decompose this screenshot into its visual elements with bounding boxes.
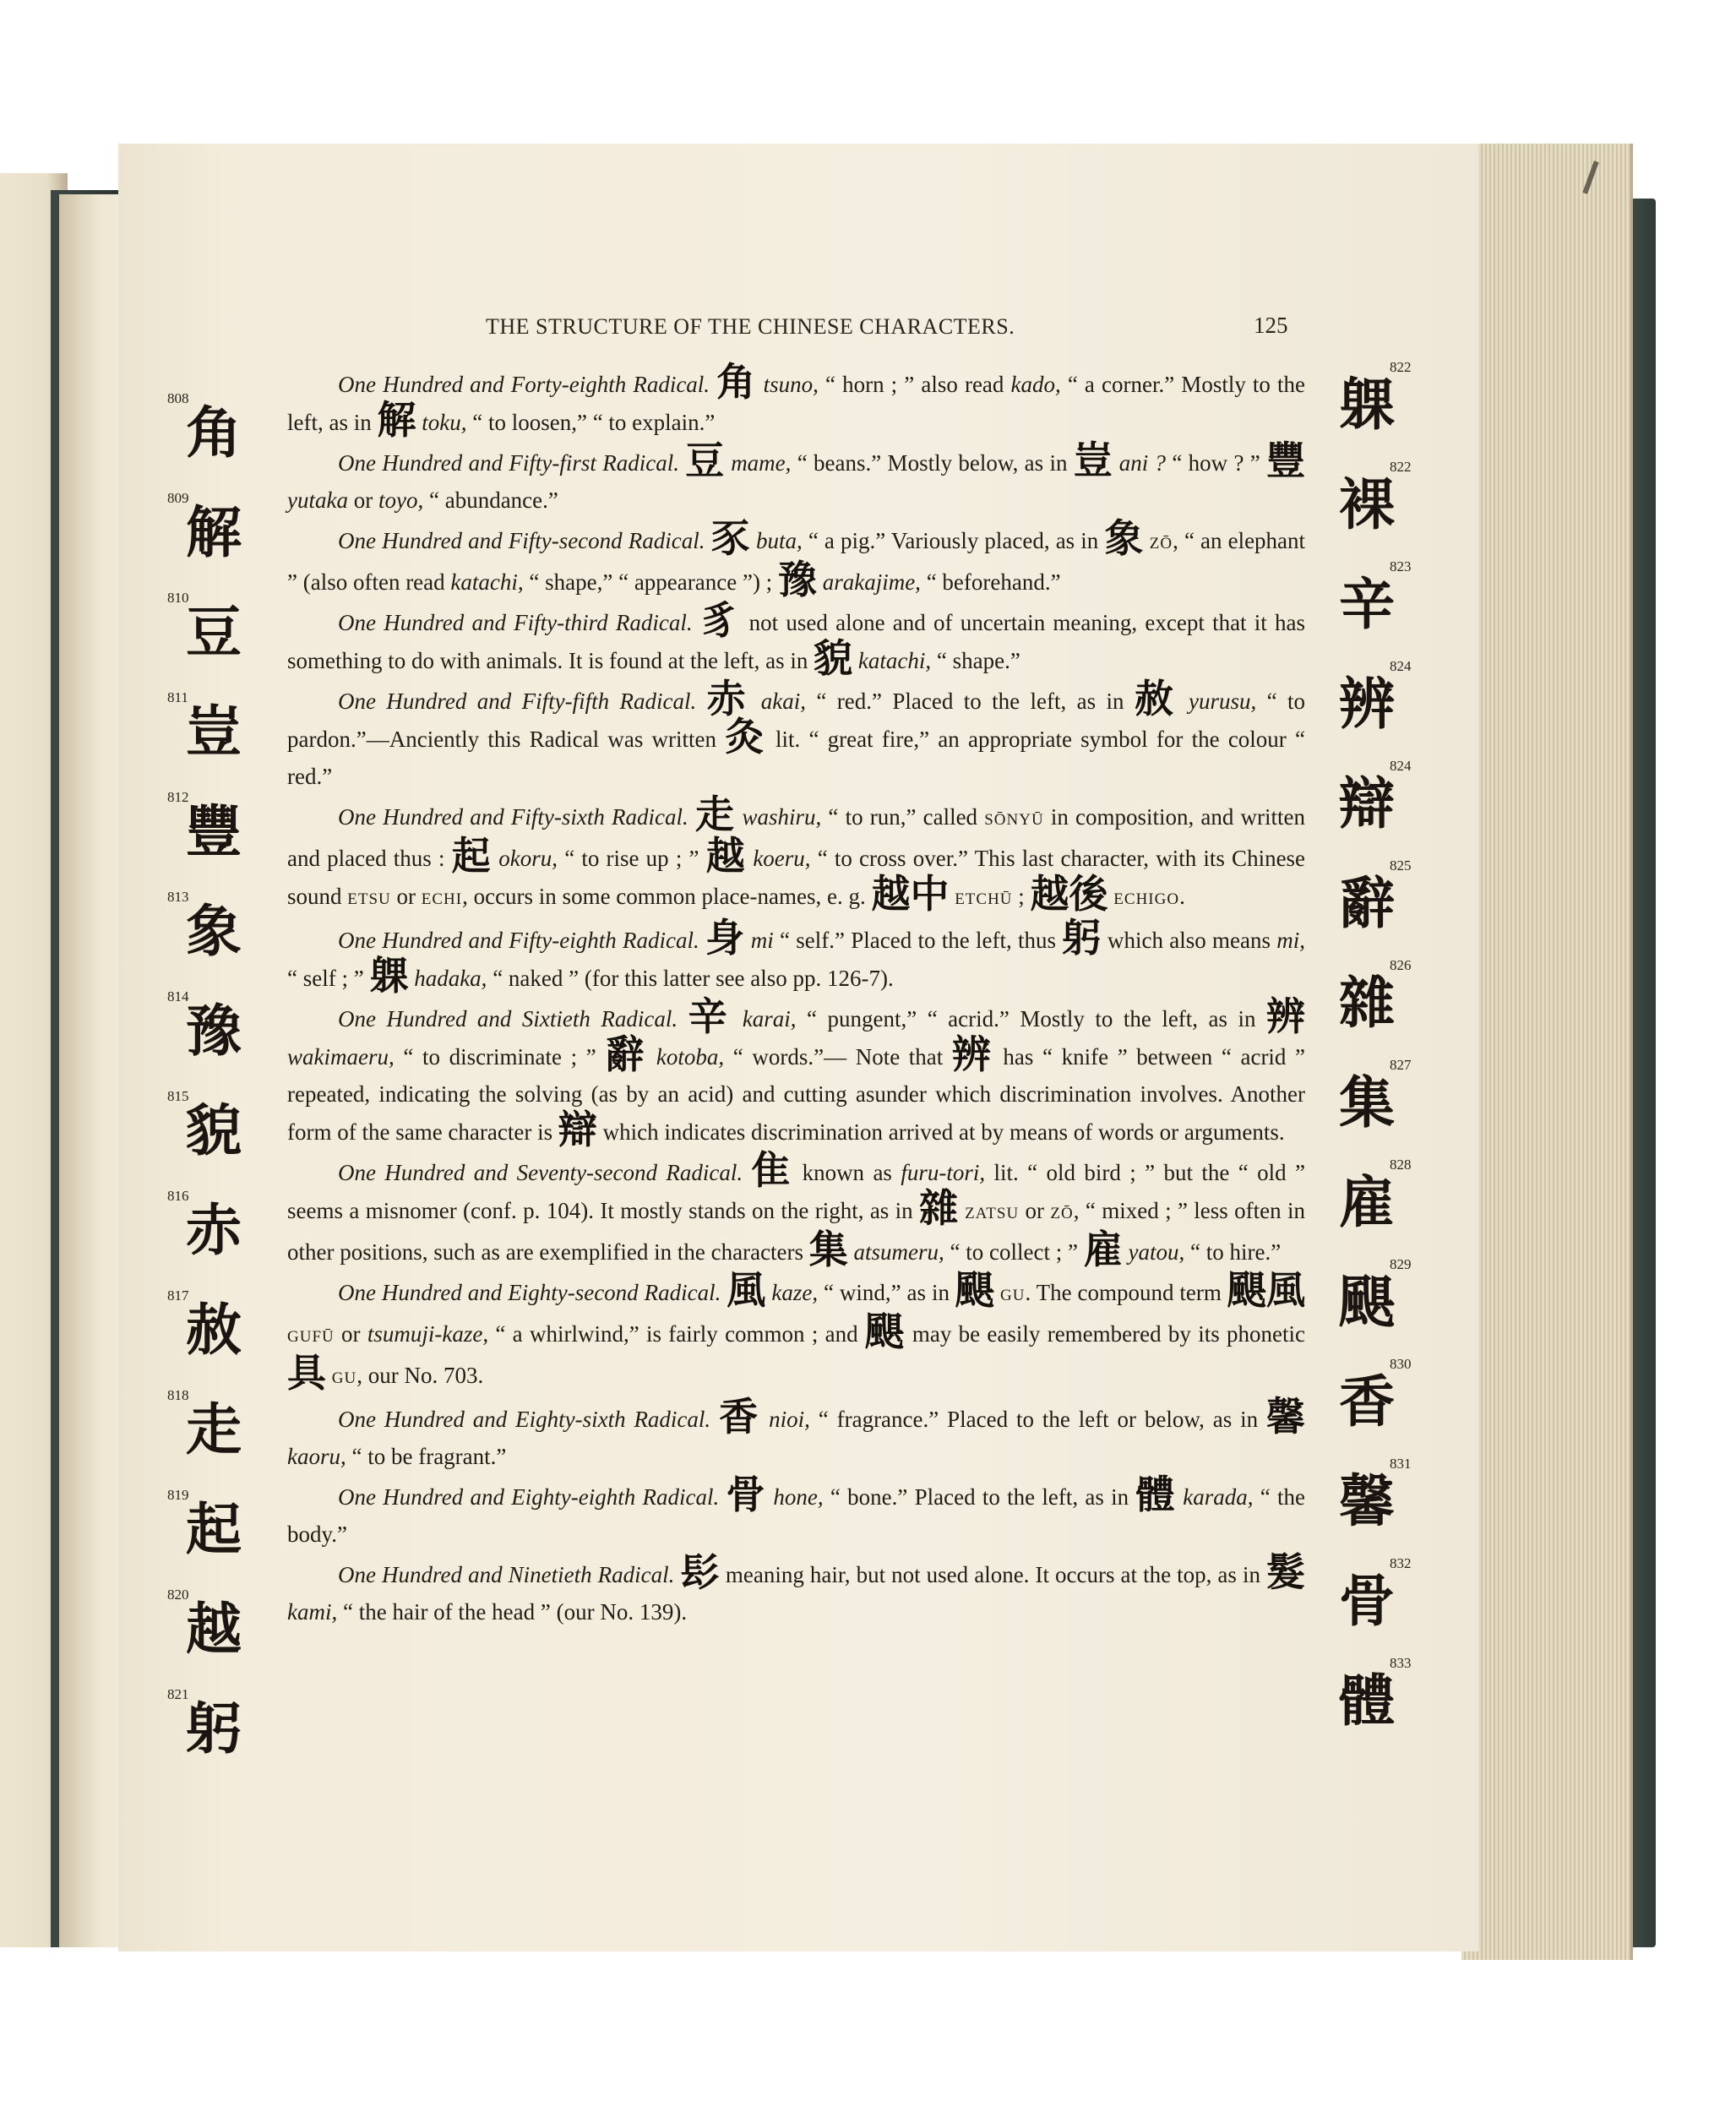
text-run: known as <box>802 1160 901 1185</box>
margin-character: 體 <box>1339 1668 1395 1734</box>
radical-heading: One Hundred and Eighty-second Radical. <box>338 1280 721 1305</box>
reading: kaoru, <box>287 1444 346 1469</box>
reading: katachi, <box>450 569 524 595</box>
text-run: not used alone and of uncertain meaning, except that it has something to do with animals. It is found at the left, as in <box>287 610 1306 673</box>
text-run: , “ mixed ; ” less often in other positions, such as are exemplified in the characters <box>287 1198 1306 1265</box>
text-run: “ bone.” Placed to the left, as in <box>823 1484 1136 1510</box>
margin-character: 起 <box>186 1497 242 1562</box>
reading: karai, <box>742 1006 797 1032</box>
inline-character: 貌 <box>814 635 853 681</box>
inline-character: 豸 <box>699 597 742 643</box>
reading: mame, <box>731 450 792 476</box>
inline-character: 灸 <box>725 714 767 759</box>
margin-character: 角 <box>186 400 242 465</box>
text-run: “ abundance.” <box>423 487 558 513</box>
page-edges <box>1461 144 1633 1960</box>
text-run: “ a pig.” Variously placed, as in <box>802 528 1105 553</box>
reading: yutaka <box>287 487 348 513</box>
margin-character: 颶 <box>1339 1270 1395 1335</box>
inline-character: 具 <box>287 1350 326 1396</box>
reading: kami, <box>287 1599 338 1625</box>
text-run: has “ knife ” between “ acrid ” repeated, indicating the solving (as by an acid) and cutting asunder which discrimination involves. Another form of the same character is <box>287 1044 1306 1145</box>
text-run: . <box>1179 884 1185 909</box>
text-run: in composition, and written and placed thus : <box>287 804 1305 871</box>
text-run: lit. “ old bird ; ” but the “ old ” seems a misnomer (conf. p. 104). It mostly stands on the right, as in <box>287 1160 1305 1223</box>
text-run: “ to run,” called <box>821 804 985 830</box>
paragraph-radical-156 <box>287 792 1306 918</box>
radical-heading: One Hundred and Fifty-sixth Radical. <box>338 804 688 830</box>
entry-number: 812 <box>167 789 189 805</box>
text-run: “ to discriminate ; ” <box>394 1044 606 1070</box>
text-run: , our No. 703. <box>356 1363 484 1388</box>
inline-character: 辨 <box>951 1032 994 1077</box>
inline-character: 香 <box>719 1394 761 1440</box>
text-run: “ to pardon.”—Anciently this Radical was written <box>287 689 1306 752</box>
inline-character: 集 <box>808 1227 848 1272</box>
reading: buta, <box>756 528 803 553</box>
reading: toku, <box>422 410 467 435</box>
text-run: “ words.”— Note that <box>724 1044 952 1070</box>
text-run: “ the hair of the head ” (our No. 139). <box>337 1599 688 1625</box>
text-run: “ a whirlwind,” is fairly common ; and <box>488 1321 865 1347</box>
text-run: or <box>334 1321 367 1347</box>
radical-heading: One Hundred and Fifty-first Radical. <box>338 450 679 476</box>
text-run: “ pungent,” “ acrid.” Mostly to the left, as in <box>796 1006 1266 1032</box>
paragraph-radical-148 <box>287 359 1306 443</box>
entry-number: 819 <box>167 1487 189 1503</box>
margin-character: 走 <box>186 1397 242 1462</box>
text-run: “ to rise up ; ” <box>558 846 706 871</box>
inline-character: 身 <box>705 915 745 961</box>
paragraph-radical-186 <box>287 1394 1306 1475</box>
inline-character: 豕 <box>710 515 750 561</box>
margin-character: 香 <box>1339 1369 1395 1434</box>
paragraph-radical-190 <box>287 1549 1306 1630</box>
entry-number: 813 <box>167 889 189 905</box>
entry-number: 816 <box>167 1188 189 1204</box>
reading: kaze, <box>771 1280 819 1305</box>
inline-character: 解 <box>377 397 416 443</box>
inline-character: 辯 <box>558 1107 597 1152</box>
radical-heading: One Hundred and Sixtieth Radical. <box>338 1006 678 1032</box>
sound-reading: GU <box>331 1369 357 1387</box>
sound-reading: ZŌ <box>1050 1205 1074 1222</box>
page-number: 125 <box>1254 313 1288 338</box>
margin-character: 集 <box>1339 1070 1395 1135</box>
text-run: , occurs in some common place-names, e. g. <box>462 884 872 909</box>
margin-character: 豆 <box>186 600 242 665</box>
margin-character: 豐 <box>186 799 242 864</box>
reading: hone, <box>773 1484 824 1510</box>
margin-character: 辭 <box>1339 871 1395 936</box>
entry-number: 818 <box>167 1387 189 1403</box>
entry-number: 827 <box>1390 1057 1412 1073</box>
reading: yatou, <box>1128 1239 1185 1265</box>
entry-number: 829 <box>1390 1256 1412 1272</box>
reading: hadaka, <box>414 966 487 991</box>
margin-character: 雜 <box>1339 971 1395 1036</box>
text-run: “ a corner.” Mostly to the left, as in <box>287 372 1306 435</box>
margin-character: 越 <box>186 1597 242 1662</box>
entry-number: 824 <box>1390 658 1412 674</box>
sound-reading: GU <box>999 1287 1026 1304</box>
text-run: “ to loosen,” “ to explain.” <box>466 410 716 435</box>
entry-number: 825 <box>1390 857 1412 874</box>
sound-reading: ETSU <box>347 890 391 908</box>
paragraph-radical-158 <box>287 915 1306 999</box>
reading: furu-tori, <box>901 1160 986 1185</box>
inline-character: 躬 <box>1062 915 1102 961</box>
inline-character: 躶 <box>369 953 409 999</box>
reading: mi <box>750 928 774 953</box>
margin-character: 赦 <box>186 1298 242 1363</box>
body-text <box>287 359 1306 1633</box>
reading: wakimaeru, <box>287 1044 395 1070</box>
reading: koeru, <box>753 846 811 871</box>
reading: yurusu, <box>1189 689 1257 714</box>
margin-character: 辛 <box>1339 572 1395 637</box>
sound-reading: ZŌ <box>1149 535 1173 552</box>
sound-reading: GUFŪ <box>287 1328 335 1346</box>
paragraph-radical-151 <box>287 438 1306 519</box>
inline-character: 骨 <box>726 1472 767 1517</box>
paragraph-radical-188 <box>287 1472 1306 1553</box>
inline-character: 隹 <box>751 1147 794 1193</box>
text-run: “ beforehand.” <box>920 569 1061 595</box>
radical-heading: One Hundred and Ninetieth Radical. <box>338 1562 675 1587</box>
entry-number: 833 <box>1390 1655 1412 1671</box>
inline-character: 越中 <box>871 871 950 917</box>
reading: kotoba, <box>656 1044 725 1070</box>
margin-character: 雇 <box>1339 1170 1395 1235</box>
entry-number: 822 <box>1390 459 1412 475</box>
radical-heading: One Hundred and Fifty-second Radical. <box>338 528 705 553</box>
inline-character: 象 <box>1104 515 1144 561</box>
text-run: “ self.” Placed to the left, thus <box>773 928 1063 953</box>
margin-character: 解 <box>186 500 242 565</box>
margin-character: 象 <box>186 899 242 964</box>
inline-character: 辨 <box>1266 993 1305 1039</box>
inline-character: 颶 <box>864 1309 906 1354</box>
inline-character: 髟 <box>680 1549 720 1595</box>
inline-character: 辛 <box>688 993 732 1039</box>
entry-number: 811 <box>167 689 188 705</box>
text-run: . The compound term <box>1025 1280 1227 1305</box>
sound-reading: ECHIGO <box>1113 890 1180 908</box>
radical-heading: One Hundred and Seventy-second Radical. <box>338 1160 743 1185</box>
margin-character: 豈 <box>186 699 242 765</box>
radical-heading: One Hundred and Fifty-fifth Radical. <box>338 689 697 714</box>
reading: okoru, <box>498 846 558 871</box>
entry-number: 832 <box>1390 1555 1412 1571</box>
entry-number: 824 <box>1390 758 1412 774</box>
entry-number: 820 <box>167 1587 189 1603</box>
inline-character: 雜 <box>919 1185 959 1231</box>
reading: atsumeru, <box>853 1239 944 1265</box>
text-run: “ to be fragrant.” <box>346 1444 507 1469</box>
reading: mi, <box>1276 928 1306 953</box>
margin-character: 躶 <box>1339 373 1395 438</box>
reading: ani ? <box>1118 450 1167 476</box>
paragraph-radical-153 <box>287 597 1306 681</box>
reading: arakajime, <box>822 569 921 595</box>
text-run: may be easily remembered by its phonetic <box>912 1321 1306 1347</box>
text-run: which also means <box>1107 928 1277 953</box>
inline-character: 辭 <box>605 1032 648 1077</box>
entry-number: 828 <box>1390 1157 1412 1173</box>
sound-reading: SŌNYŪ <box>984 811 1044 829</box>
margin-character: 辯 <box>1339 771 1395 836</box>
radical-heading: One Hundred and Fifty-eighth Radical. <box>338 928 699 953</box>
entry-number: 817 <box>167 1287 189 1304</box>
text-run: “ how ? ” <box>1166 450 1267 476</box>
inline-character: 越 <box>705 833 747 879</box>
inline-character: 赤 <box>706 676 751 721</box>
text-run: or <box>347 487 378 513</box>
inline-character: 起 <box>451 833 493 879</box>
inline-character: 颶風 <box>1227 1267 1305 1313</box>
reading: karada, <box>1183 1484 1254 1510</box>
margin-character: 躬 <box>186 1696 242 1761</box>
reading: toyo, <box>378 487 424 513</box>
entry-number: 808 <box>167 390 189 406</box>
margin-character: 豫 <box>186 999 242 1064</box>
text-run: “ to hire.” <box>1184 1239 1282 1265</box>
paragraph-radical-152 <box>287 515 1306 602</box>
reading: akai, <box>760 689 806 714</box>
paragraph-radical-182 <box>287 1267 1306 1397</box>
text-run: “ naked ” (for this latter see also pp. 126-7). <box>487 966 894 991</box>
book-gutter <box>59 194 127 1947</box>
reading: katachi, <box>857 648 932 673</box>
inline-character: 角 <box>716 359 757 405</box>
sound-reading: ECHI <box>421 890 463 908</box>
margin-character: 馨 <box>1339 1469 1395 1534</box>
paragraph-radical-160 <box>287 993 1306 1152</box>
text-run: which indicates discrimination arrived at by means of words or arguments. <box>602 1119 1285 1145</box>
entry-number: 822 <box>1390 359 1412 375</box>
reading: washiru, <box>742 804 822 830</box>
margin-character: 裸 <box>1339 472 1395 537</box>
entry-number: 809 <box>167 490 189 506</box>
text-run: “ fragrance.” Placed to the left or below, as in <box>809 1407 1267 1432</box>
entry-number: 830 <box>1390 1356 1412 1372</box>
margin-character: 貌 <box>186 1098 242 1163</box>
inline-character: 風 <box>727 1267 766 1313</box>
radical-heading: One Hundred and Fifty-third Radical. <box>338 610 693 635</box>
text-run: “ shape.” <box>931 648 1020 673</box>
reading: nioi, <box>769 1407 810 1432</box>
inline-character: 髮 <box>1266 1549 1306 1595</box>
text-run: “ to cross over.” This last character, with its Chinese sound <box>287 846 1306 909</box>
inline-character: 雇 <box>1083 1227 1123 1272</box>
text-run: lit. “ great fire,” an appropriate symbol for the colour “ red.” <box>287 727 1306 789</box>
radical-heading: One Hundred and Eighty-sixth Radical. <box>338 1407 711 1432</box>
margin-character: 骨 <box>1339 1569 1395 1634</box>
paragraph-radical-172 <box>287 1147 1306 1272</box>
inline-character: 豈 <box>1073 438 1113 483</box>
text-run: , “ an elephant ” (also often read <box>287 528 1306 595</box>
inline-character: 赦 <box>1134 676 1178 721</box>
text-run: meaning hair, but not used alone. It occurs at the top, as in <box>725 1562 1267 1587</box>
sound-reading: ETCHŪ <box>955 890 1013 908</box>
inline-character: 豆 <box>685 438 725 483</box>
inline-character: 豫 <box>777 557 817 602</box>
margin-character: 赤 <box>186 1198 242 1263</box>
text-run: ; <box>1012 884 1031 909</box>
inline-character: 颶 <box>955 1267 995 1313</box>
entry-number: 815 <box>167 1088 189 1104</box>
entry-number: 826 <box>1390 957 1412 973</box>
radical-heading: One Hundred and Forty-eighth Radical. <box>338 372 710 397</box>
text-run: “ horn ; ” also read <box>818 372 1011 397</box>
text-run: “ wind,” as in <box>818 1280 955 1305</box>
text-run: “ to collect ; ” <box>944 1239 1084 1265</box>
inline-character: 豐 <box>1266 438 1306 483</box>
text-run: or <box>1019 1198 1051 1223</box>
inline-character: 走 <box>694 792 736 837</box>
entry-number: 823 <box>1390 558 1412 574</box>
text-run: “ the body.” <box>287 1484 1306 1547</box>
text-run: “ beans.” Mostly below, as in <box>791 450 1074 476</box>
reading: tsuno, <box>763 372 819 397</box>
text-run: “ red.” Placed to the left, as in <box>805 689 1135 714</box>
radical-heading: One Hundred and Eighty-eighth Radical. <box>338 1484 720 1510</box>
reading: tsumuji-kaze, <box>367 1321 489 1347</box>
text-run: or <box>390 884 422 909</box>
reading: kado, <box>1010 372 1061 397</box>
paragraph-radical-155 <box>287 676 1306 795</box>
inline-character: 體 <box>1135 1472 1176 1517</box>
entry-number: 810 <box>167 590 189 606</box>
sound-reading: ZATSU <box>965 1205 1020 1222</box>
running-head: THE STRUCTURE OF THE CHINESE CHARACTERS. <box>486 314 1015 339</box>
inline-character: 越後 <box>1030 871 1108 917</box>
inline-character: 馨 <box>1266 1394 1306 1440</box>
margin-character: 辨 <box>1339 672 1395 737</box>
entry-number: 831 <box>1390 1456 1412 1472</box>
text-run: “ shape,” “ appearance ”) ; <box>523 569 778 595</box>
entry-number: 814 <box>167 988 189 1004</box>
entry-number: 821 <box>167 1686 189 1702</box>
text-run: “ self ; ” <box>287 966 370 991</box>
